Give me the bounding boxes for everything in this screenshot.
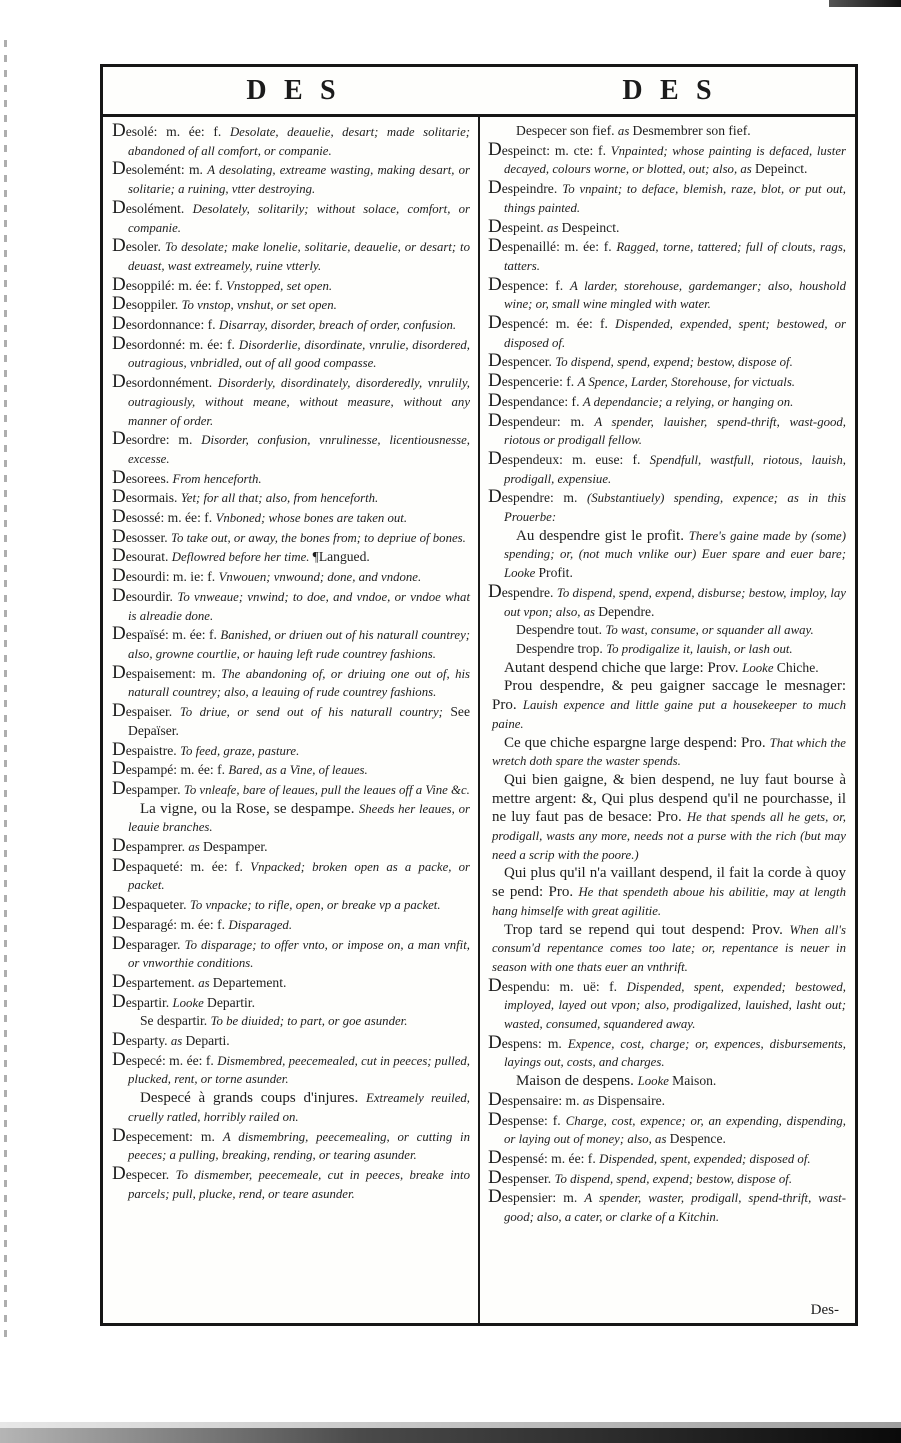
gloss-text: Disarray, disorder, breach of order, confusion. <box>218 318 457 333</box>
headword-initial: D <box>488 447 502 469</box>
dictionary-entry <box>112 508 470 528</box>
headword: esolément. <box>125 200 193 216</box>
dictionary-entry <box>488 389 846 412</box>
dictionary-entry <box>112 1048 470 1089</box>
headword: esoppilé: m. ée: f. <box>125 277 227 293</box>
cross-reference: Despamper. <box>202 839 268 855</box>
headword: espencerie: f. <box>501 374 578 390</box>
dictionary-entry <box>488 1072 846 1091</box>
headword: espendre: m. <box>501 490 587 506</box>
headword-initial: D <box>488 273 502 295</box>
headword: espencé: m. ée: f. <box>501 316 616 332</box>
gloss-text: A spender, lauisher, spend-thrift, wast-good, riotous or prodigall fellow. <box>504 414 846 448</box>
gloss-text: Charge, cost, expence; or, an expending, dispending, or laying out of money; also, as <box>504 1113 846 1147</box>
headword: espencer. <box>501 354 556 370</box>
dictionary-entry <box>112 237 470 275</box>
gloss-text: To dispend, spend, expend; bestow, dispose of. <box>554 1171 793 1186</box>
headword: especé: m. ée: f. <box>125 1052 218 1068</box>
headword: esourdir. <box>125 588 178 604</box>
right-column <box>479 117 855 1323</box>
gloss-text: To dismember, peecemeale, cut in peeces, breake into parcels; pull, plucke, rend, or teare asunder. <box>128 1167 471 1201</box>
dictionary-entry <box>488 447 847 488</box>
headword: espaiser. <box>125 704 180 720</box>
cross-reference: Departement. <box>212 974 287 990</box>
dictionary-entry <box>488 580 846 621</box>
headword: espenser. <box>501 1170 555 1186</box>
gloss-text: To vnpaint; to deface, blemish, raze, blot, or put out, things painted. <box>504 182 846 215</box>
dictionary-entry <box>112 990 470 1013</box>
dictionary-entry <box>112 895 470 915</box>
headword-initial: D <box>488 215 502 237</box>
gloss-text: Looke <box>172 995 208 1010</box>
dictionary-entry <box>112 525 470 548</box>
headword-initial: D <box>488 177 502 199</box>
gloss-text: Vnpacked; broken open as a packe, or packet. <box>128 859 470 893</box>
headword-initial: D <box>488 389 502 411</box>
dictionary-entry <box>112 1089 470 1126</box>
page-frame <box>100 64 858 1326</box>
headword: espeint. <box>501 219 548 235</box>
headword-initial: D <box>112 235 126 257</box>
gloss-text: Vnboned; whose bones are taken out. <box>215 511 408 526</box>
headword: espeindre. <box>501 181 563 197</box>
gloss-text: Vnwouen; vnwound; done, and vndone. <box>218 570 422 585</box>
gloss-text: A Spence, Larder, Storehouse, for victuals. <box>577 375 795 390</box>
gloss-text: Deflowred before her time. <box>171 550 313 565</box>
headword: espendeux: m. euse: f. <box>501 451 650 467</box>
gloss-text: Vnpainted; whose painting is defaced, luster decayed, colours worne, or blotted, out; also, as <box>504 143 846 177</box>
cross-reference: ¶Langued. <box>312 549 370 565</box>
dictionary-entry <box>488 273 846 314</box>
dictionary-entry <box>112 122 470 160</box>
dictionary-entry <box>112 702 470 740</box>
headword: espendu: m. uë: f. <box>501 978 627 994</box>
cross-reference: Dispensaire. <box>597 1092 666 1108</box>
headword: esoler. <box>125 239 165 255</box>
gloss-text: Desolately, solitarily; without solace, comfort, or companie. <box>128 201 470 235</box>
running-head <box>103 67 855 117</box>
headword-initial: D <box>112 371 126 393</box>
headword-initial: D <box>112 506 126 528</box>
headword-initial: D <box>112 1162 126 1184</box>
headword: espendre. <box>501 584 557 600</box>
dictionary-entry <box>488 179 846 217</box>
gloss-text: Disorderly, disordinately, disorderedly, vnrulily, outragiously, without meane, without measure, without any manner of order. <box>128 376 470 428</box>
headword: especement: m. <box>125 1128 223 1144</box>
headword-initial: D <box>112 293 126 315</box>
headword: espeinct: m. cte: f. <box>501 142 611 158</box>
headword-initial: D <box>112 1029 126 1051</box>
headword: esparagé: m. ée: f. <box>125 916 229 932</box>
headword: esorees. <box>125 470 173 486</box>
dictionary-entry <box>488 314 846 352</box>
dictionary-entry <box>488 621 846 640</box>
headword-initial: D <box>112 854 126 876</box>
headword-initial: D <box>112 893 126 915</box>
dictionary-entry <box>112 430 470 468</box>
gloss-text: To disparage; to offer vnto, or impose on, a man vnfit, or vnworthie conditions. <box>128 937 470 971</box>
running-head-left: DES <box>246 74 353 106</box>
dictionary-entry <box>488 1166 846 1189</box>
headword-initial: D <box>488 312 502 334</box>
dictionary-entry <box>112 295 470 315</box>
dictionary-entry <box>488 1188 846 1226</box>
gloss-text: To vnleafe, bare of leaues, pull the leaues off a Vine &c. <box>183 782 470 797</box>
gloss-text: To be diuided; to part, or goe asunder. <box>210 1014 408 1029</box>
gloss-text: Bared, as a Vine, of leaues. <box>228 763 368 778</box>
headword: esosser. <box>125 529 172 545</box>
headword-initial: D <box>488 1186 502 1208</box>
gloss-text: as <box>170 1034 186 1049</box>
headword: La vigne, ou la Rose, se despampe. <box>140 800 359 817</box>
headword: espense: f. <box>501 1112 566 1128</box>
headword: especer. <box>125 1166 176 1182</box>
gloss-text: That which the wretch doth spare the waster spends. <box>492 735 846 769</box>
gloss-text: Disorderlie, disordinate, vnrulie, disordered, outragious, vnbridled, out of all good compasse. <box>128 337 471 371</box>
headword: esoppiler. <box>125 297 182 313</box>
text-columns <box>103 117 855 1323</box>
gloss-text: He that spends all he gets, or, prodigall, wasts any more, needs not a purse with the rich (but may need a scrip with the poore.) <box>492 810 846 862</box>
gloss-text: Lauish expence and little gaine put a housekeeper to much paine. <box>492 698 846 731</box>
headword: Maison de despens. <box>516 1073 638 1090</box>
headword-initial: D <box>112 777 126 799</box>
dictionary-entry <box>112 1162 471 1203</box>
cross-reference: Departir. <box>207 994 255 1010</box>
dictionary-entry <box>488 138 846 179</box>
headword: Despendre tout. <box>516 622 606 638</box>
gloss-text: Dispended, spent, expended; disposed of. <box>599 1151 811 1166</box>
headword: Despendre trop. <box>516 640 607 656</box>
headword-initial: D <box>488 1166 502 1188</box>
headword: espensé: m. ée: f. <box>501 1150 600 1166</box>
headword-initial: D <box>112 120 126 141</box>
dictionary-entry <box>488 734 846 771</box>
headword: espensaire: m. <box>501 1092 583 1108</box>
dictionary-entry <box>488 237 846 275</box>
dictionary-entry <box>488 677 846 733</box>
gloss-text: as <box>547 220 562 235</box>
headword-initial: D <box>112 835 126 857</box>
gloss-text: To desolate; make lonelie, solitarie, deauelie, or desart; to deuast, wast extreamely, ruine vtterly. <box>128 240 470 273</box>
dictionary-entry <box>112 738 470 761</box>
headword: Prou despendre, & peu gaigner saccage le mesnager: Pro. <box>492 678 846 714</box>
dictionary-entry <box>112 970 470 993</box>
headword: Trop tard se repend qui tout despend: Prov. <box>504 921 790 938</box>
gloss-text: To take out, or away, the bones from; to depriue of bones. <box>171 530 466 545</box>
headword-initial: D <box>112 1048 126 1070</box>
scan-page-edge <box>4 40 7 1340</box>
scan-bottom-edge <box>0 1428 901 1443</box>
headword-initial: D <box>112 525 126 547</box>
gloss-text: To wast, consume, or squander all away. <box>605 623 814 638</box>
headword: espenaillé: m. ée: f. <box>501 239 617 255</box>
headword: espendance: f. <box>501 393 583 409</box>
headword-initial: D <box>488 1108 502 1130</box>
gloss-text: Banished, or driuen out of his naturall countrey; also, growne courtlie, or hauing left rude countrey fashions. <box>128 628 471 661</box>
gloss-text: A desolating, extreame wasting, making desart, or solitarie; a ruining, vtter destroying. <box>128 163 470 197</box>
headword-initial: D <box>488 1088 502 1110</box>
headword-initial: D <box>488 1031 502 1053</box>
dictionary-entry <box>488 215 846 238</box>
gloss-text: From henceforth. <box>172 471 262 486</box>
dictionary-entry <box>112 196 470 237</box>
gloss-text: as <box>617 124 633 138</box>
headword-initial: D <box>112 990 126 1012</box>
dictionary-entry <box>112 912 470 935</box>
headword: esparager. <box>125 936 185 952</box>
dictionary-entry <box>488 122 846 141</box>
dictionary-entry <box>112 584 471 625</box>
dictionary-entry <box>488 527 846 583</box>
gloss-text: Disorder, confusion, vnrulinesse, licentiousnesse, excesse. <box>128 433 470 466</box>
headword: esolemént: m. <box>125 162 208 178</box>
headword-initial: D <box>112 565 126 587</box>
gloss-text: To vnpacke; to rifle, open, or breake vp a packet. <box>189 898 441 913</box>
headword: espartir. <box>125 994 173 1010</box>
gloss-text: Extreamely reuiled, cruelly ratled, horribly railed on. <box>128 1091 470 1124</box>
dictionary-entry <box>488 1031 846 1072</box>
headword-initial: D <box>112 273 126 295</box>
headword: espaïsé: m. ée: f. <box>125 627 221 643</box>
headword-initial: D <box>488 1146 502 1168</box>
headword: Se despartir. <box>140 1013 211 1029</box>
headword: espaqueter. <box>125 897 190 913</box>
cross-reference: Maison. <box>672 1073 717 1089</box>
headword: espaisement: m. <box>125 665 222 681</box>
headword: espamprer. <box>125 839 189 855</box>
gloss-text: Vnstopped, set open. <box>226 278 333 293</box>
headword-initial: D <box>112 700 126 722</box>
headword: espence: f. <box>501 277 570 293</box>
left-column <box>103 117 479 1323</box>
dictionary-entry <box>112 547 470 567</box>
gloss-text: To prodigalize it, lauish, or lash out. <box>606 641 793 656</box>
gloss-text: Looke <box>637 1074 673 1089</box>
headword: Despecé à grands coups d'injures. <box>140 1090 367 1107</box>
headword: Despecer son fief. <box>516 123 618 138</box>
headword: Qui plus qu'il n'a vaillant despend, il fait la corde à quoy se pend: Pro. <box>492 865 846 901</box>
headword: espartement. <box>125 974 199 990</box>
dictionary-entry <box>488 640 846 659</box>
gloss-text: A larder, storehouse, gardemanger; also, houshold wine; or, small wine mingled with water. <box>504 278 846 312</box>
headword-initial: D <box>112 313 126 335</box>
gloss-text: To vnweaue; vnwind; to doe, and vndoe, or vndoe what is alreadie done. <box>128 589 471 623</box>
gloss-text: Dispended, spent, expended; bestowed, imployed, layed out vpon; also, prodigalized, lauished, lasht out; wasted, consumed, squandered away. <box>504 979 847 1032</box>
headword: espampé: m. ée: f. <box>125 762 229 778</box>
gloss-text: When all's consum'd repentance comes too late; or, repentance is neuer in season with one thats euer an vnthrift. <box>492 922 846 974</box>
headword: esordonnément. <box>125 375 218 391</box>
cross-reference: Profit. <box>538 565 573 581</box>
dictionary-entry <box>488 659 846 678</box>
dictionary-entry <box>112 837 470 857</box>
dictionary-entry <box>112 625 470 663</box>
headword: Au despendre gist le profit. <box>516 527 689 544</box>
running-head-right: DES <box>622 74 729 106</box>
headword-initial: D <box>488 486 502 508</box>
headword-initial: D <box>112 332 126 354</box>
dictionary-entry <box>488 921 846 977</box>
dictionary-entry <box>112 777 470 800</box>
gloss-text: To vnstop, vnshut, or set open. <box>181 298 337 313</box>
dictionary-entry <box>112 160 470 198</box>
dictionary-entry <box>488 864 846 920</box>
headword-initial: D <box>488 350 502 372</box>
dictionary-entry <box>112 760 470 780</box>
cross-reference: Despence. <box>669 1131 726 1147</box>
headword-initial: D <box>488 370 502 392</box>
cross-reference: Despeinct. <box>561 219 620 235</box>
headword: Autant despend chiche que large: Prov. <box>504 659 743 676</box>
headword-initial: D <box>112 661 126 683</box>
headword: esordonné: m. ée: f. <box>125 336 239 352</box>
gloss-text: as <box>582 1093 598 1108</box>
dictionary-entry <box>112 1124 470 1165</box>
gloss-text: Ragged, torne, tattered; full of clouts, rags, tatters. <box>504 240 846 273</box>
headword: esossé: m. ée: f. <box>125 510 216 526</box>
gloss-text: To driue, or send out of his naturall country; <box>179 705 451 720</box>
dictionary-entry <box>112 273 470 296</box>
dictionary-entry <box>112 315 470 335</box>
dictionary-entry <box>112 854 470 895</box>
dictionary-entry <box>488 771 846 865</box>
dictionary-entry <box>488 1108 846 1149</box>
gloss-text: (Substantiuely) spending, expence; as in this Prouerbe: <box>504 491 846 525</box>
gloss-text: A dependancie; a relying, or hanging on. <box>582 394 794 409</box>
gloss-text: There's gaine made by (some) spending; or, (not much vnlike our) Euer spare and euer bare; Looke <box>504 528 846 581</box>
gloss-text: Expence, cost, charge; or, expences, disbursements, layings out, costs, and charges. <box>504 1036 846 1070</box>
gloss-text: as <box>188 840 203 855</box>
gloss-text: He that spendeth aboue his abilitie, may at length hang himselfe with great agilitie. <box>492 885 846 918</box>
column-divider-rule <box>478 117 480 1323</box>
dictionary-entry <box>112 932 470 973</box>
cross-reference: Desmembrer son fief. <box>632 123 751 138</box>
headword-initial: D <box>112 584 126 606</box>
dictionary-entry <box>488 352 846 372</box>
gloss-text: To dispend, spend, expend, disburse; bestow, imploy, lay out vpon; also, as <box>504 585 846 619</box>
headword-initial: D <box>112 970 126 992</box>
dictionary-entry <box>488 1088 846 1111</box>
dictionary-entry <box>488 372 846 392</box>
headword-initial: D <box>488 409 502 431</box>
gloss-text: Desolate, deauelie, desart; made solitarie; abandoned of all comfort, or companie. <box>128 125 471 158</box>
headword: esolé: m. ée: f. <box>125 124 230 139</box>
gloss-text: To feed, graze, pasture. <box>180 743 300 758</box>
gloss-text: Disparaged. <box>228 917 293 932</box>
headword-initial: D <box>112 428 126 450</box>
dictionary-entry <box>488 1146 846 1169</box>
gloss-text: Dismembred, peecemealed, cut in peeces; pulled, plucked, rent, or torne asunder. <box>128 1053 470 1087</box>
dictionary-entry <box>112 800 470 837</box>
headword-initial: D <box>112 158 126 180</box>
headword: esourdi: m. ie: f. <box>125 569 219 585</box>
dictionary-entry <box>112 661 471 702</box>
cross-reference: Depeinct. <box>754 161 808 177</box>
dictionary-entry <box>112 332 471 373</box>
headword: esparty. <box>125 1033 171 1049</box>
headword: espensier: m. <box>501 1190 585 1206</box>
gloss-text: A dismembring, peecemealing, or cutting in peeces; a pulling, breaking, rending, or tearing asunder. <box>128 1129 470 1163</box>
headword-initial: D <box>112 1124 126 1146</box>
scan-corner-mark <box>829 0 901 7</box>
dictionary-entry <box>112 1031 470 1051</box>
gloss-text: Yet; for all that; also, from henceforth. <box>180 491 379 506</box>
headword: esordre: m. <box>125 432 202 448</box>
headword: espens: m. <box>501 1035 568 1051</box>
dictionary-entry <box>112 1012 470 1031</box>
gloss-text: as <box>198 975 213 990</box>
catchword: Des- <box>810 1302 839 1318</box>
headword: espendeur: m. <box>501 413 595 429</box>
dictionary-entry <box>112 488 470 508</box>
dictionary-entry <box>112 567 470 587</box>
headword-initial: D <box>488 580 502 602</box>
gloss-text: The abandoning of, or driuing one out of, his naturall countrey; also, a leauing of rude countrey fashions. <box>128 666 471 700</box>
headword-initial: D <box>112 738 126 760</box>
dictionary-entry <box>112 373 470 430</box>
headword: espaqueté: m. ée: f. <box>125 858 251 874</box>
headword: espamper. <box>125 781 184 797</box>
cross-reference: Dependre. <box>598 603 655 619</box>
gloss-text: To dispend, spend, expend; bestow, dispose of. <box>555 355 793 370</box>
headword-initial: D <box>112 466 126 488</box>
headword: espaistre. <box>125 742 181 758</box>
headword-initial: D <box>112 545 126 567</box>
headword-initial: D <box>112 623 126 645</box>
dictionary-entry <box>112 466 470 489</box>
gloss-text: Looke <box>742 660 777 675</box>
headword: esordonnance: f. <box>125 317 219 333</box>
headword-initial: D <box>112 932 126 954</box>
dictionary-entry <box>488 974 847 1034</box>
dictionary-entry <box>488 409 846 450</box>
cross-reference: See Depaïser. <box>128 704 470 738</box>
headword: esormais. <box>125 490 181 506</box>
headword-initial: D <box>488 235 502 257</box>
gloss-text: Sheeds her leaues, or leauie branches. <box>128 801 470 835</box>
headword-initial: D <box>112 196 126 218</box>
gloss-text: A spender, waster, prodigall, spend-thrift, wast-good; also, a cater, or clarke of a Kitchin. <box>504 1191 847 1225</box>
headword-initial: D <box>112 912 126 934</box>
dictionary-entry <box>488 488 846 526</box>
headword-initial: D <box>488 138 502 160</box>
cross-reference: Chiche. <box>776 659 819 675</box>
gloss-text: Dispended, expended, spent; bestowed, or disposed of. <box>504 317 846 350</box>
headword: Ce que chiche espargne large despend: Pro. <box>504 734 770 751</box>
headword-initial: D <box>112 758 126 780</box>
headword-initial: D <box>488 974 502 996</box>
headword: esourat. <box>125 549 172 565</box>
gloss-text: Spendfull, wastfull, riotous, lauish, prodigall, expensiue. <box>504 452 847 486</box>
headword: Qui bien gaigne, & bien despend, ne luy faut bourse à mettre argent: &, Qui plus despend qu'il ne pourchasse, il ne luy faut pas de besace: Pro. <box>492 771 846 826</box>
headword-initial: D <box>112 486 126 508</box>
cross-reference: Departi. <box>185 1033 230 1049</box>
